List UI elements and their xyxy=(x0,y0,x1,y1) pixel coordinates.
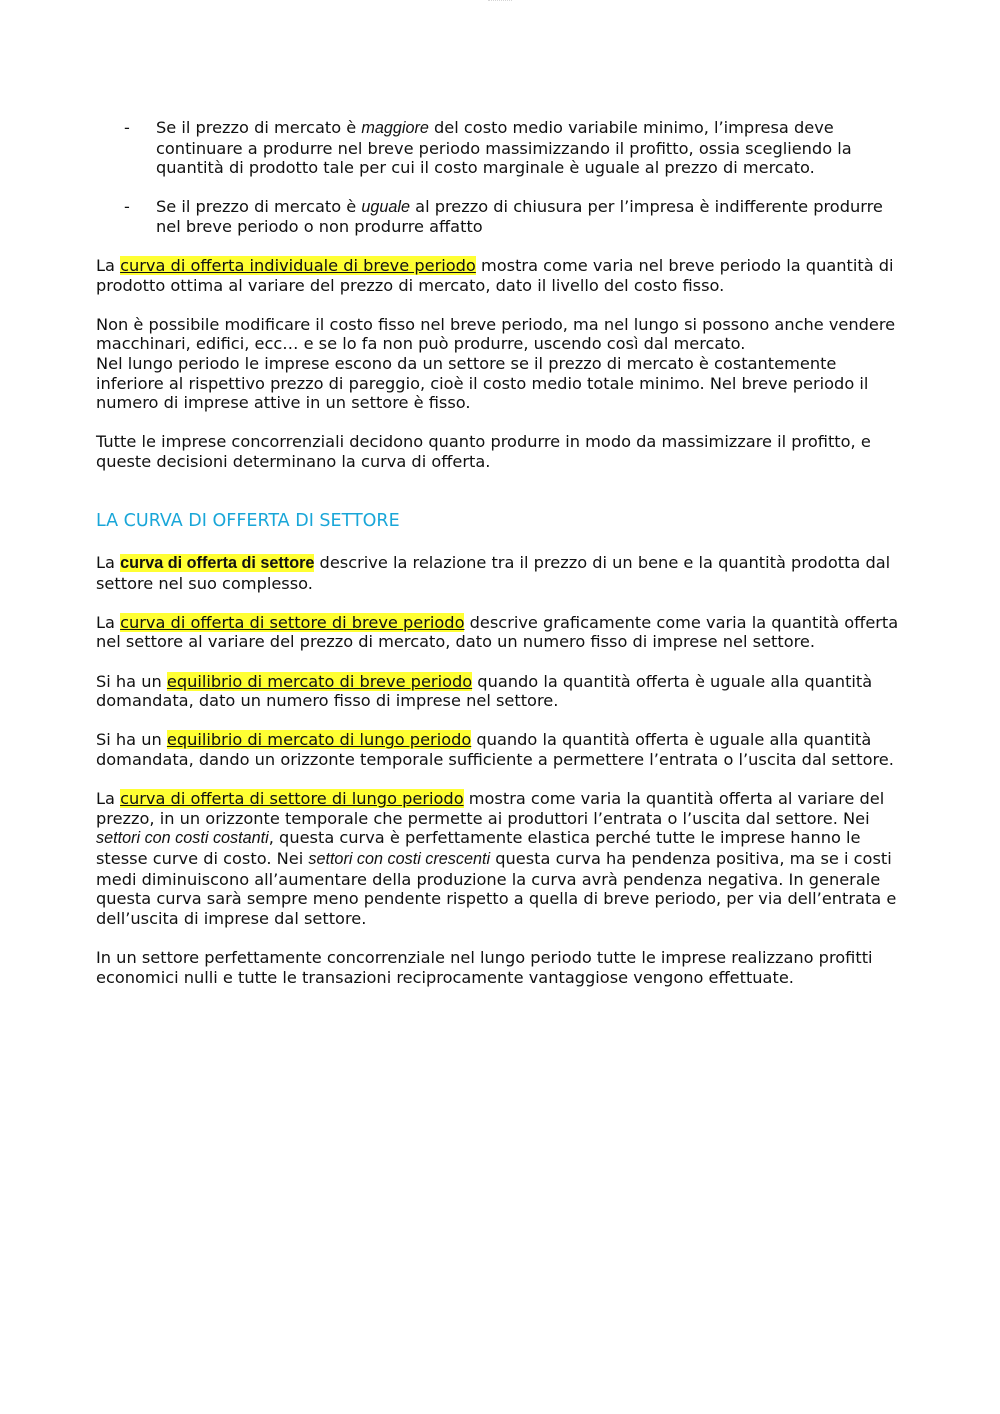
document-body xyxy=(96,118,908,1007)
bullet-dash: - xyxy=(124,196,130,216)
page-header-mark xyxy=(488,0,512,4)
paragraph-short-run-sector-supply xyxy=(96,613,908,652)
bullet-item xyxy=(96,118,908,178)
paragraph-individual-supply xyxy=(96,256,908,295)
paragraph-zero-profit: In un settore perfettamente concorrenziale nel lungo periodo tutte le imprese realizzano profitti economici nulli e tutte le transazioni reciprocamente vantaggiose vengono effettuate. xyxy=(96,947,873,987)
highlighted-term: equilibrio di mercato di lungo periodo xyxy=(166,730,472,750)
text: Nel lungo periodo le imprese escono da un settore se il prezzo di mercato è costantemente inferiore al rispettivo prezzo di pareggio, cioè il costo medio totale minimo. Nel breve periodo il numero di imprese attive in un settore è fisso. xyxy=(96,353,869,413)
paragraph-competitive-firms: Tutte le imprese concorrenziali decidono quanto produrre in modo da massimizzare il profitto, e queste decisioni determinano la curva di offerta. xyxy=(96,432,871,471)
highlighted-term: equilibrio di mercato di breve periodo xyxy=(166,671,473,691)
text: Si ha un xyxy=(96,671,167,691)
bullet-text: del costo medio variabile minimo, l’impresa deve continuare a produrre nel breve periodo massimizzando il profitto, ossia scegliendo la quantità di prodotto tale per cui il costo marginale è uguale al prezzo di mercato. xyxy=(156,118,852,178)
bullet-emphasis: uguale xyxy=(361,197,410,216)
highlighted-term: curva di offerta individuale di breve periodo xyxy=(120,255,476,275)
text: La xyxy=(96,255,121,275)
paragraph-short-run-equilibrium xyxy=(96,672,908,711)
text: quando la quantità offerta è uguale alla quantità domandata, dato un numero fisso di imprese nel settore. xyxy=(96,671,873,711)
bullet-emphasis: maggiore xyxy=(361,119,429,137)
paragraph-long-run-equilibrium xyxy=(96,730,908,769)
text: Si ha un xyxy=(96,730,167,750)
emphasis: settori con costi costanti xyxy=(96,829,269,848)
text: mostra come varia la quantità offerta al variare del prezzo, in un orizzonte temporale che permette ai produttori l’entrata o l’uscita dal settore. Nei xyxy=(96,789,885,828)
text: descrive la relazione tra il prezzo di un bene e la quantità prodotta dal settore nel suo complesso. xyxy=(96,553,891,593)
bullet-item xyxy=(96,197,908,237)
bullet-text: Se il prezzo di mercato è xyxy=(156,118,362,137)
text: descrive graficamente come varia la quantità offerta nel settore al variare del prezzo di mercato, dato un numero fisso di imprese nel settore. xyxy=(96,612,899,652)
emphasis: settori con costi crescenti xyxy=(308,850,491,868)
highlighted-term: curva di offerta di settore di breve periodo xyxy=(120,612,465,632)
paragraph-sector-supply xyxy=(96,553,908,593)
bullet-text: al prezzo di chiusura per l’impresa è indifferente produrre nel breve periodo o non produrre affatto xyxy=(156,196,883,237)
bullet-dash: - xyxy=(124,118,130,137)
text: questa curva ha pendenza positiva, ma se i costi medi diminuiscono all’aumentare della produzione la curva avrà pendenza negativa. In generale questa curva sarà sempre meno pendente rispetto a quella di breve periodo, per via dell’entrata e dell’uscita di imprese dal settore. xyxy=(96,849,897,928)
text: La xyxy=(96,789,121,809)
paragraph-long-run-sector-supply xyxy=(96,789,908,928)
text: La xyxy=(96,553,121,573)
text: quando la quantità offerta è uguale alla quantità domandata, dando un orizzonte temporale sufficiente a permettere l’entrata o l’uscita dal settore. xyxy=(96,730,894,770)
highlighted-term: curva di offerta di settore di lungo periodo xyxy=(120,789,464,809)
highlighted-term: curva di offerta di settore xyxy=(120,554,315,573)
paragraph-fixed-cost xyxy=(96,315,908,413)
text: mostra come varia nel breve periodo la quantità di prodotto ottima al variare del prezzo di mercato, dato il livello del costo fisso. xyxy=(96,255,894,295)
text: La xyxy=(96,612,121,632)
text: , questa curva è perfettamente elastica perché tutte le imprese hanno le stesse curve di costo. Nei xyxy=(96,828,861,868)
bullet-text: Se il prezzo di mercato è xyxy=(156,196,362,216)
text: Non è possibile modificare il costo fisso nel breve periodo, ma nel lungo si possono anche vendere macchinari, edifici, ecc… e se lo fa non può produrre, uscendo così dal mercato. xyxy=(96,314,896,354)
section-heading: LA CURVA DI OFFERTA DI SETTORE xyxy=(96,510,400,531)
